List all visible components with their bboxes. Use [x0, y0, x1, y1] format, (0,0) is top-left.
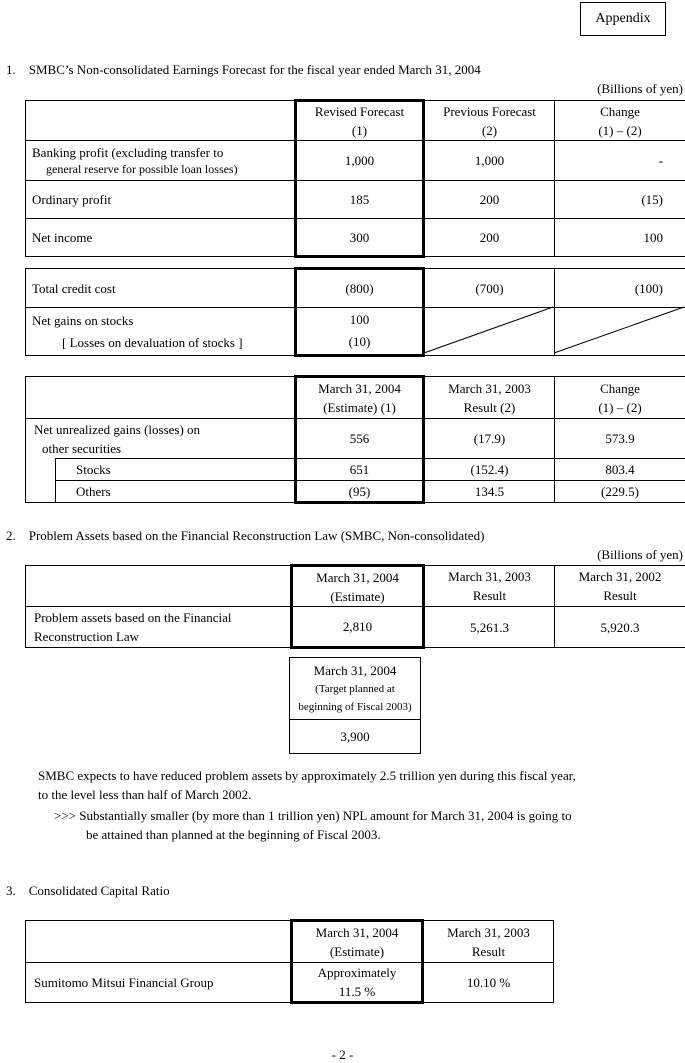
- cell-value: (15): [555, 181, 685, 219]
- row-label: Ordinary profit: [26, 181, 296, 219]
- target-header: March 31, 2004 (Target planned at beginning of Fiscal 2003): [290, 658, 421, 720]
- problem-assets-table: [25, 564, 685, 649]
- col-header-mar2003: March 31, 2003 Result (2): [424, 377, 555, 419]
- cell-value: 100 (10): [296, 308, 424, 356]
- row-label: Total credit cost: [26, 269, 296, 308]
- summary-paragraph-line-2: to the level less than half of March 2002.: [38, 787, 252, 802]
- table-row: [26, 419, 685, 459]
- cell-value: 200: [424, 181, 555, 219]
- col-header-mar2003: March 31, 2003 Result: [423, 921, 554, 963]
- section-1-unit: (Billions of yen): [597, 81, 683, 96]
- cell-value: 10.10 %: [423, 963, 554, 1003]
- col-header-mar2002: March 31, 2002 Result: [555, 566, 685, 607]
- col-header-mar2004: March 31, 2004 (Estimate): [292, 566, 424, 607]
- section-2-unit: (Billions of yen): [597, 547, 683, 562]
- cell-value: 2,810: [292, 607, 424, 648]
- target-table: [289, 657, 421, 754]
- col-header-change: Change (1) – (2): [555, 101, 685, 141]
- cell-value: 1,000: [424, 141, 555, 181]
- table-row: [290, 720, 421, 754]
- note-line-1: >>> Substantially smaller (by more than 1 trillion yen) NPL amount for March 31, 2004 is going to: [54, 808, 572, 823]
- table-row: [26, 459, 685, 481]
- strike-line: [554, 307, 684, 353]
- col-header-mar2004: March 31, 2004 (Estimate) (1): [296, 377, 424, 419]
- cell-value: 185: [296, 181, 424, 219]
- cell-value: -: [555, 141, 685, 181]
- cell-value: (17.9): [424, 419, 555, 459]
- col-header-previous: Previous Forecast (2): [424, 101, 555, 141]
- row-label: Net unrealized gains (losses) on other securities: [26, 419, 296, 459]
- capital-ratio-table: [25, 919, 554, 1004]
- table-header-row: [26, 566, 685, 607]
- table-row: [26, 963, 554, 1003]
- cell-value: 803.4: [555, 459, 685, 481]
- appendix-box: Appendix: [580, 2, 666, 36]
- col-header-mar2004: March 31, 2004 (Estimate): [292, 921, 423, 963]
- col-header-change: Change (1) – (2): [555, 377, 685, 419]
- cell-value: (100): [555, 269, 685, 308]
- row-label: Stocks: [56, 459, 296, 481]
- table-header-row: [26, 377, 685, 419]
- cell-value: (700): [424, 269, 555, 308]
- col-header-mar2003: March 31, 2003 Result: [424, 566, 555, 607]
- cell-value: 556: [296, 419, 424, 459]
- row-label: Net income: [26, 219, 296, 257]
- section-2-title: 2. Problem Assets based on the Financial Reconstruction Law (SMBC, Non-consolidated): [6, 528, 485, 543]
- cell-value: (95): [296, 481, 424, 503]
- cell-value: 300: [296, 219, 424, 257]
- cell-value: 100: [555, 219, 685, 257]
- row-label: Banking profit (excluding transfer to general reserve for possible loan losses): [26, 141, 296, 181]
- cell-value: (229.5): [555, 481, 685, 503]
- table-row: [26, 481, 685, 503]
- cell-value: 5,920.3: [555, 607, 685, 648]
- target-value: 3,900: [290, 720, 421, 754]
- section-3-title: 3. Consolidated Capital Ratio: [6, 883, 170, 898]
- col-header-revised: Revised Forecast (1): [296, 101, 424, 141]
- table-header-row: [26, 921, 554, 963]
- section-1-title: 1. SMBC’s Non-consolidated Earnings Forecast for the fiscal year ended March 31, 2004: [6, 62, 481, 77]
- cell-value: 573.9: [555, 419, 685, 459]
- cell-value: 200: [424, 219, 555, 257]
- row-label: Others: [56, 481, 296, 503]
- cell-value: 651: [296, 459, 424, 481]
- cell-value: 5,261.3: [424, 607, 555, 648]
- note-line-2: be attained than planned at the beginning of Fiscal 2003.: [86, 827, 381, 842]
- unrealized-gains-table: [25, 375, 685, 504]
- row-label: Problem assets based on the Financial Reconstruction Law: [26, 607, 292, 648]
- summary-paragraph-line-1: SMBC expects to have reduced problem assets by approximately 2.5 trillion yen during this fiscal year,: [38, 768, 576, 783]
- cell-value: Approximately 11.5 %: [292, 963, 423, 1003]
- page-number: - 2 -: [331, 1047, 354, 1062]
- cell-value: 1,000: [296, 141, 424, 181]
- table-row: [26, 607, 685, 648]
- cell-value: 134.5: [424, 481, 555, 503]
- cell-value: (152.4): [424, 459, 555, 481]
- cell-value: (800): [296, 269, 424, 308]
- row-label: Net gains on stocks [ Losses on devaluation of stocks ]: [26, 308, 296, 356]
- table-header-row: [290, 658, 421, 720]
- row-label: Sumitomo Mitsui Financial Group: [26, 963, 292, 1003]
- strike-line: [424, 307, 553, 353]
